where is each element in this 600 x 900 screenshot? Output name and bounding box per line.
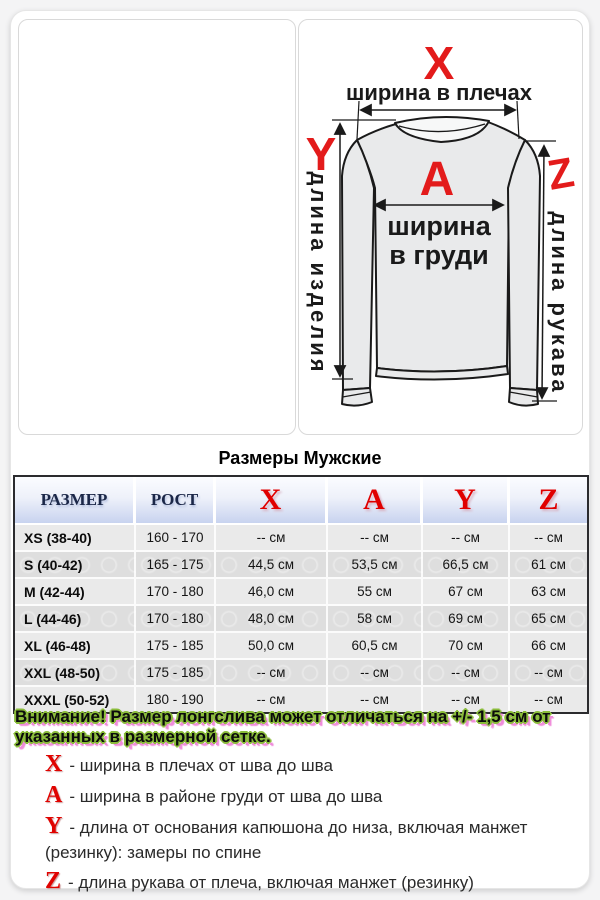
cell-height: 180 - 190 [136,687,216,712]
cell-height: 175 - 185 [136,633,216,660]
cell-z: -- см [510,660,587,687]
legend-letter-x: X [45,751,63,777]
legend-letter-y: Y [45,813,63,839]
cell-z: -- см [510,687,587,712]
column-header-height: РОСТ [136,477,216,525]
cell-y: 67 см [423,579,510,606]
x-tick-right [517,101,519,139]
cell-z: 63 см [510,579,587,606]
table-row-xs [15,525,587,552]
cell-a: 53,5 см [328,552,423,579]
column-header-size: РАЗМЕР [15,477,136,525]
column-header-x: X [216,477,328,525]
cell-z: -- см [510,525,587,552]
cell-a: -- см [328,687,423,712]
legend-item-z [45,868,585,896]
legend-text-y: - длина от основания капюшона до низа, включая манжет [69,818,528,837]
size-diagram [299,20,582,434]
cell-y: -- см [423,660,510,687]
legend-item-a [45,782,585,810]
cell-z: 65 см [510,606,587,633]
x-label: ширина в плечах [345,80,533,105]
z-arrow [542,146,544,398]
measurement-legend [45,751,585,899]
cell-x: -- см [216,660,328,687]
a-label-line1: ширина [387,211,491,241]
shirt-left-sleeve [342,140,374,390]
warning-line-1: Внимание! Размер лонгслива может отличаться на +/- 1,5 см от [15,707,551,726]
cell-height: 175 - 185 [136,660,216,687]
column-header-a: A [328,477,423,525]
table-row-xxl [15,660,587,687]
y-label: длина изделия [306,171,331,375]
legend-item-y [45,813,585,865]
cell-x: 44,5 см [216,552,328,579]
z-label: длина рукава [547,211,572,395]
empty-image-panel [18,19,296,435]
legend-item-x [45,751,585,779]
legend-text-y-continued: (резинку): замеры по спине [45,843,262,862]
cell-y: 66,5 см [423,552,510,579]
size-table [13,475,589,714]
cell-z: 66 см [510,633,587,660]
cell-a: 55 см [328,579,423,606]
cell-a: -- см [328,660,423,687]
cell-size: M (42-44) [15,579,136,606]
cell-a: -- см [328,525,423,552]
column-header-y: Y [423,477,510,525]
cell-height: 170 - 180 [136,579,216,606]
page-title: Размеры Мужские [218,448,382,468]
a-label-line2: в груди [389,240,489,270]
table-header-row [15,477,587,525]
column-header-z: Z [510,477,587,525]
cell-size: XL (46-48) [15,633,136,660]
cell-height: 160 - 170 [136,525,216,552]
cell-x: 46,0 см [216,579,328,606]
cell-y: -- см [423,525,510,552]
cell-a: 58 см [328,606,423,633]
legend-text-z: - длина рукава от плеча, включая манжет (резинку) [68,873,474,892]
legend-letter-a: A [45,782,63,808]
cell-height: 170 - 180 [136,606,216,633]
warning-line-2: указанных в размерной сетке. [15,727,271,746]
cell-a: 60,5 см [328,633,423,660]
cell-y: -- см [423,687,510,712]
cell-z: 61 см [510,552,587,579]
cell-height: 165 - 175 [136,552,216,579]
cell-size: XXXL (50-52) [15,687,136,712]
measurement-diagram-panel [298,19,583,435]
cell-x: -- см [216,525,328,552]
y-letter: Y [305,128,337,180]
cell-size: S (40-42) [15,552,136,579]
legend-letter-z: Z [45,868,62,894]
cell-y: 69 см [423,606,510,633]
warning-note [15,707,593,747]
table-row-s [15,552,587,579]
z-letter: Z [544,148,578,199]
x-letter: X [423,37,455,89]
cell-x: 50,0 см [216,633,328,660]
legend-text-x: - ширина в плечах от шва до шва [69,756,333,775]
cell-y: 70 см [423,633,510,660]
table-row-xl [15,633,587,660]
cell-size: L (44-46) [15,606,136,633]
shirt-right-sleeve [508,140,540,390]
size-chart-card [10,10,590,894]
table-row-l [15,606,587,633]
a-letter: A [419,153,455,206]
cell-size: XS (38-40) [15,525,136,552]
legend-text-a: - ширина в районе груди от шва до шва [69,787,383,806]
cell-size: XXL (48-50) [15,660,136,687]
table-row-m [15,579,587,606]
cell-x: 48,0 см [216,606,328,633]
cell-x: -- см [216,687,328,712]
